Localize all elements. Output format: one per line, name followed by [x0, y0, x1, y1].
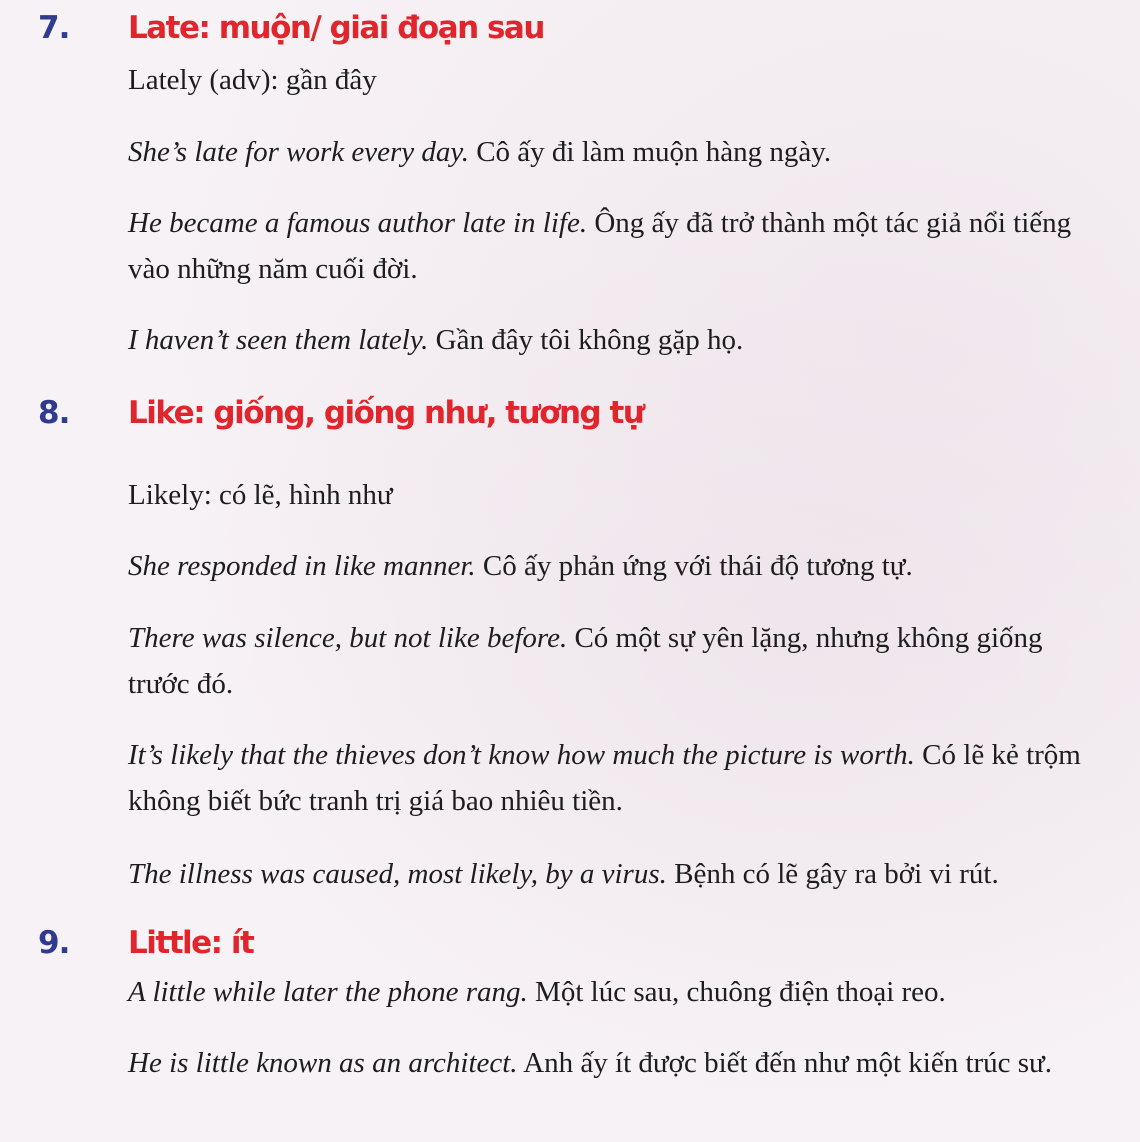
example-vietnamese: Bệnh có lẽ gây ra bởi vi rút.	[674, 858, 999, 890]
section-number: 8.	[38, 395, 70, 431]
example-sentence	[128, 200, 1108, 292]
example-sentence	[128, 969, 1108, 1015]
example-english: The illness was caused, most likely, by a virus.	[128, 858, 667, 890]
example-sentence	[128, 543, 1108, 589]
example-vietnamese: Gần đây tôi không gặp họ.	[435, 324, 744, 356]
section-heading: Late: muộn/ giai đoạn sau	[128, 10, 544, 46]
example-english: It’s likely that the thieves don’t know how much the picture is worth.	[128, 739, 915, 771]
example-vietnamese: Cô ấy đi làm muộn hàng ngày.	[476, 136, 832, 168]
example-english: I haven’t seen them lately.	[128, 324, 429, 356]
example-vietnamese: Anh ấy ít được biết đến như một kiến trúc sư.	[523, 1047, 1053, 1079]
example-vietnamese: Có một sự yên lặng, nhưng không giống trước đó.	[128, 622, 1043, 700]
example-vietnamese: Một lúc sau, chuông điện thoại reo.	[535, 976, 946, 1008]
section-heading: Like: giống, giống như, tương tự	[128, 395, 644, 431]
example-sentence	[128, 317, 1108, 363]
example-sentence	[128, 615, 1108, 707]
section-number: 9.	[38, 925, 70, 961]
example-sentence	[128, 851, 1108, 897]
example-english: He is little known as an architect.	[128, 1047, 518, 1079]
example-vietnamese: Ông ấy đã trở thành một tác giả nổi tiếng vào những năm cuối đời.	[128, 207, 1072, 285]
section-heading: Little: ít	[128, 925, 254, 961]
definition-text: Likely: có lẽ, hình như	[128, 479, 393, 511]
example-english: He became a famous author late in life.	[128, 207, 588, 239]
example-english: She responded in like manner.	[128, 550, 476, 582]
example-sentence	[128, 129, 1108, 175]
definition-line	[128, 472, 1108, 518]
example-english: A little while later the phone rang.	[128, 976, 528, 1008]
section-number: 7.	[38, 10, 70, 46]
definition-text: Lately (adv): gần đây	[128, 64, 377, 96]
example-sentence	[128, 732, 1108, 824]
example-vietnamese: Cô ấy phản ứng với thái độ tương tự.	[482, 550, 913, 582]
example-english: There was silence, but not like before.	[128, 622, 568, 654]
example-vietnamese: Có lẽ kẻ trộm không biết bức tranh trị giá bao nhiêu tiền.	[128, 739, 1081, 817]
definition-line	[128, 57, 1108, 103]
example-sentence	[128, 1040, 1108, 1086]
example-english: She’s late for work every day.	[128, 136, 469, 168]
